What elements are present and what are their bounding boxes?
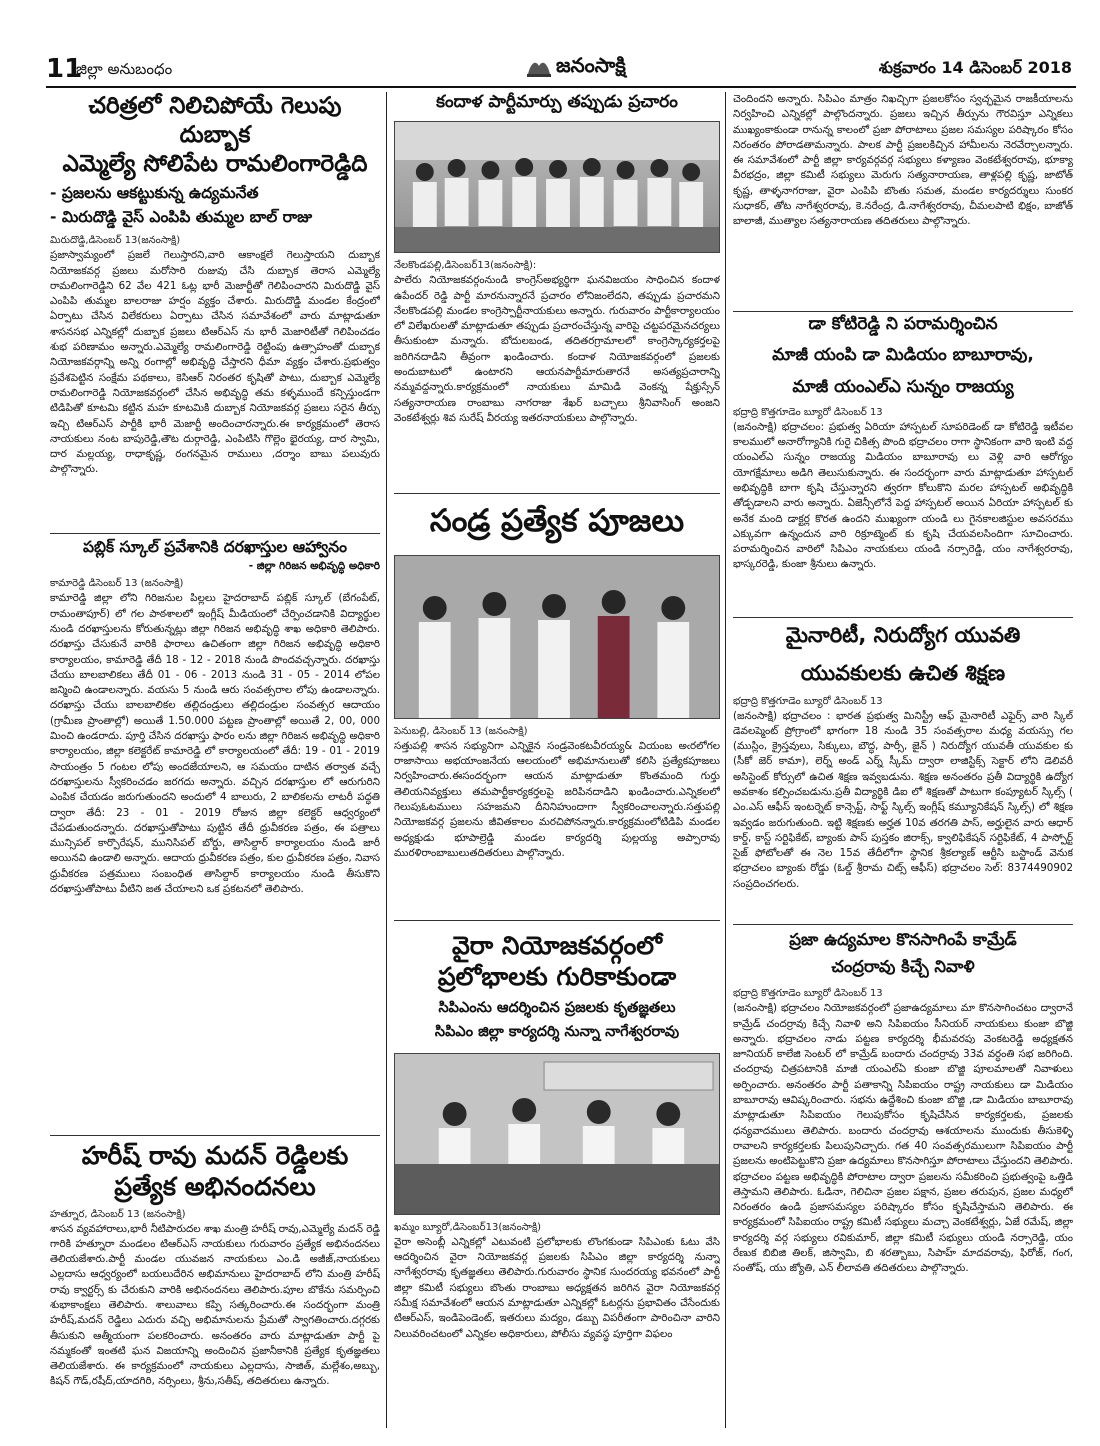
article-body: ప్రజాస్వామ్యంలో ప్రజలే గెలుస్తారని,వారి ఆకాంక్షలే గెలుస్తాయని దుబ్బాక నియోజకవర్గ ప్రజలు మరోసారి రుజువు చేసి దుబ్బాక తెరాస ఎమ్మెల్యే రామలింగారెడ్డిని 62 వేల 421 ఓట్ల భారీ మెజార్టీతో గెలిపించారని మిరుదొడ్డి వైస్ ఎంపిపి తుమ్మల బాలరాజు హర్షం వ్యక్తం చేశారు. మిరుదొడ్డి మండల కేంద్రంలో ఏర్పాటు చేసిన విలేకరులు ఏర్పాటు చేసిన సమావేశంలో వారు మాట్లాడుతూ శాసనసభ ఎన్నికల్లో దుబ్బాక ప్రజలు టిఆర్ఎస్ ను భారీ మెజారిటీతో గెలిపించడం శుభ పరిణామం అన్నారు.ఎమ్మెల్యే రామలింగారెడ్డి రెట్టింపు ఉత్సాహంతో దుబ్బాక నియోజకవర్గాన్ని అన్ని రంగాల్లో అభివృద్ధి చేస్తారని ధీమా వ్యక్తం చేశారు.ప్రభుత్వం ప్రవేశపెట్టిన సంక్షేమ పథకాలు, కెసిఆర్ నిరంతర కృషితో పాటు, దుబ్బాక ఎమ్మెల్యే రామలింగారెడ్డి నియోజకవర్గంలో చేసిన అభివృద్ధి తమ కళ్ళముందే కన్పిస్తుండగా టిడిపితో కూటమి కట్టిన మహ కూటమికి దుబ్బాక నియోజకవర్గ ప్రజలు సరైన తీర్పు ఇచ్చి టిఆర్ఎస్ పార్టీకి భారీ మెజార్టీ అందించారన్నారు.ఈ కార్యక్రమంలో తెరాస నాయకులు నంట బాపురెడ్డి,తౌట దుర్గారెడ్డి, ఎంపిటిసి గొల్లెం భైరయ్య, దార స్వామి, దార మల్లయ్య, రాధాకృష్ణ, రంగనమైన రాములు ,దర్శాం బాబు పలువురు పాల్గొన్నారు. <box>50 249 380 476</box>
headline: ప్రజా ఉద్యమాల కొనసాగింపే కామ్రేడ్ <box>789 930 1017 949</box>
issue-date: శుక్రవారం 14 డిసెంబర్ 2018 <box>878 58 1072 77</box>
dateline: భద్రాద్రి కొత్తగూడెం బ్యూరో డిసెంబర్ 13 <box>733 695 883 707</box>
dateline: కామారెడ్డి డిసెంబర్ 13 (జనంసాక్షి) <box>50 578 184 590</box>
dateline: భద్రాద్రి కొత్తగూడెం బ్యూరో డిసెంబర్ 13 <box>733 988 883 1000</box>
headline: ఎమ్మెల్యే సోలిపేట రామలింగారెడ్డిది <box>62 150 368 177</box>
article-body: చెందిందని అన్నారు. సిపిఎం మాత్రం నిఖచ్చిగా ప్రజలకోసం స్వచ్ఛమైన రాజకీయాలను నిర్వహించి ఎన్నికల్లో పాల్గొందన్నారు. ప్రజలు ఇచ్చిన తీర్పును గౌరవిస్తూ ఎన్నికలు ముఖ్యంకాకుండా రానున్న కాలంలో ప్రజా పోరాటాలు ప్రజల సమస్యల పరిష్కారం కోసం నిరంతరం పోరాడతామన్నారు. పాలక పార్టీ ప్రజలకిచ్చిన హామీలను నెరవేర్చాలన్నారు. ఈ సమావేశంలో పార్టీ జిల్లా కార్యవర్గవర్గ సభ్యులు కళ్యాణం వెంకటేశ్వరరావు, భూక్యా వీరభద్రం, జిల్లా కమిటీ సభ్యులు మెరుగు సత్యనారాయణ, తాళ్లపల్లి కృష్ణ, జాటోత్ కృష్ణ, తాళ్ళనాగరాజు, వైరా ఎంపిపి బొంతు సమత, మండల కార్యదర్శులు సుంకర సుధాకర్, తోట నాగేశ్వరరావు, కె.నరేంద్ర, డి.నాగేశ్వరరావు, చీమలపాటి భిక్షం, బాజోత్ బాలాజీ, ముత్యాల సత్యనారాయణ తదితరులు పాల్గొన్నారు. <box>733 93 1073 228</box>
headline: ప్రత్యేక అభినందనలు <box>114 1172 316 1202</box>
headline: డా కోటిరెడ్డి ని పరామర్శించిన <box>808 314 998 334</box>
divider <box>394 493 720 494</box>
subheading: - ప్రజలను ఆకట్టుకున్న ఉద్యమనేత <box>50 184 259 203</box>
article-body: (జనంసాక్షి) భద్రాచలం: ప్రభుత్వ ఏరియా హాస్పటల్ సూపరిడెంట్ డా కోటిరెడ్డి ఇటీవల కాలములో అనారోగ్యానికి గురై చికిత్స పొంది భద్రాచలం రాగా స్థానికంగా వారి ఇంటి వద్ద యంఎల్ఎ సున్నం రాజయ్య మిడియం బాబూరావు లు వెళ్లి వారి ఆరోగ్యం యోగక్షేమాలు అడిగి తెలుసుకున్నారు. ఈ సందర్భంగా వారు మాట్లాడుతూ హాస్పటల్ అభివృద్ధికి బాగా కృషి చేస్తున్నారని త్వరగా కోలుకొని మరల హాస్పటల్ అభివృద్ధికి తోడ్పడాలని వారు అన్నారు. ఏజెన్సీలోనే పెద్ద హాస్పటల్ అయిన ఏరియా హాస్పటల్ కు అనేక మంది డాక్టర్ల కొరత ఉందని ముఖ్యంగా యండి లు గైనకాలజిస్టుల అవసరము ఎక్కువగా ఉన్నందున వారి రిక్రూట్మెంట్ కు కృషి చేయవలసిందిగా సూచించారు. పరామర్శించిన వారిలో సిపిఎం నాయకులు యండి నర్సారెడ్డి, యం నాగేశ్వరరావు, భాస్కరరెడ్డి, కుంజా శ్రీనులు ఉన్నారు. <box>733 420 1073 571</box>
subheading: సిపిఎం జిల్లా కార్యదర్శి నున్నా నాగేశ్వరరావు <box>434 1023 680 1040</box>
article-c1 <box>733 92 1073 306</box>
article-a1 <box>50 92 380 544</box>
subheading: సిపిఎంను ఆదర్శించిన ప్రజలకు కృతజ్ఞతలు <box>438 999 676 1016</box>
byline: - జిల్లా గిరిజన అభివృద్ధి అధికారి <box>248 560 380 573</box>
article-body: శాసన వ్యవహారాలు,భారీ నీటిపారుదల శాఖ మంత్రి హరీష్ రావు,ఎమ్మెల్యే మదన్ రెడ్డి గారికి హత్నూరా మండలం టిఆర్ఎస్ నాయకులు గురువారం ప్రత్యేక అభినందనలు తెలియజేశారు.పార్టీ మండల యువజన నాయకులు ఎం.డి అజీజ్,నాయకులు ఎల్లదాసు ఆధ్వర్యంలో బయలుదేరిన అభిమానులు హైదరాబాద్ లోని మంత్రి హరీష్ రావు క్వార్టర్స్ కు చేరుకుని వారికి అభినందనలు తెలిపారు.పూల బొకేను సమర్పించి శుభాకాంక్షలు తెలిపారు. శాలువాలు కప్పి సత్కరించారు.ఈ సందర్భంగా మంత్రి హరీష్,మదన్ రెడ్డిలు ఎదురు వచ్చి అభిమానులను ప్రేమతో స్వాగతించారు.దగ్గరకు తీసుకుని ఆత్మీయంగా పలకరించారు. అనంతరం వారు మాట్లాడుతూ పార్టీ పై నమ్మకంతో ఇంతటి ఘన విజయాన్ని అందించిన ప్రజానీకానికి ప్రత్యేక కృతజ్ఞతలు తెలియజేశారు. ఈ కార్యక్రమంలో నాయకులు ఎల్లదాసు, సాజిత్, మల్లేశం,అబ్బు, కిషన్ గౌడ్,రషీద్,యాదగిరి, నర్సింలు, శ్రీను,సతీష్, తదితరులు ఉన్నారు. <box>50 1222 380 1388</box>
article-body: (జనంసాక్షి) భద్రాచలం నియోజకవర్గంలో ప్రజాఉద్యమాలు మా కొనసాగించటం ద్వారానే కామ్రేడ్ చందర్రావు కిచ్చే నివాళి అని సిపిఐయం సీనియర్ నాయకులు కుంజా బొజ్జి అన్నారు. భద్రాచలం నాడు పట్టణ కార్యదర్శి భీమవరపు వెంకటరెడ్డి అధ్యక్షతన జూనియర్ కాలేజి సెంటర్ లో కామ్రేడ్ బందారు చందర్రావు 33వ వర్ధంతి సభ జరిగింది. చందర్రావు చిత్రపటానికి మాజీ యంఎల్ఏ కుంజా బొజ్జి పూలమాలతో నివాళులు అర్పించారు. అనంతరం పార్టీ పతాకాన్ని సిపిఐయం రాష్ట్ర నాయకులు డా మిడియం బాబూరావు ఆవిష్కరించారు. సభను ఉద్దేశించి కుంజా బొజ్జి ,డా మిడియం బాబూరావు మాట్లాడుతూ సిపిఐయం గెలుపుకోసం కృషిచేసిన కార్యకర్తలకు, ప్రజలకు ధన్యవాదములు తెలిపారు. బందారు చందర్రావు ఆశయాలను ముందుకు తీసుకెళ్ళి రావాలని కార్యకర్తలకు పిలుపునిచ్చారు. గత 40 సంవత్సరములుగా సిపిఐయం పార్టీ ప్రజలను అంటిపెట్టుకొని ప్రజా ఉద్యమాలు కొనసాగిస్తూ పోరాటాలు చేస్తుందని తెలిపారు. భద్రాచలం పట్టణ అభివృద్ధికి పోరాటాల ద్వారా ప్రజలను సమీకరించి ప్రభుత్వంపై ఒత్తిడి తెస్తామని తెలిపారు. ఓడినా, గెలిచినా ప్రజల పక్షాన, ప్రజల తరుపున, ప్రజల మధ్యలో నిరంతరం ఉండి ప్రజాసమస్యల పరిష్కారం కోసం కృషిచేస్తామని తెలిపారు. ఈ కార్యక్రమంలో సిపిఐయం రాష్ట్ర కమిటీ సభ్యులు మచ్చా వెంకటేశ్వర్లు, ఏజే రమేష్, జిల్లా కార్యదర్శి వర్గ సభ్యులు రవికుమార్, జిల్లా కమిటీ సభ్యులు యండి నర్సారెడ్డి, యం రేణుక బిబిజి తిలక్, జిస్వామి, బి శరత్బాబు, సిపాహ్ మాదవరావు, ఫిరోజ్, గంగ, సంతోష్, యు జ్యోతి, ఎన్ లీలావతి తదితరులు పాల్గొన్నారు. <box>733 1002 1073 1275</box>
dateline: హత్నూర, డిసెంబర్ 13 (జనంసాక్షి) <box>50 1208 186 1220</box>
divider <box>733 617 1073 618</box>
headline: పబ్లిక్ స్కూల్ ప్రవేశానికి దరఖాస్తుల ఆహ్వానం <box>82 538 348 556</box>
divider <box>733 311 1073 312</box>
headline: వైరా నియోజకవర్గంలో <box>452 931 662 960</box>
divider <box>50 1135 380 1136</box>
divider <box>50 533 380 534</box>
press-meet-photo <box>394 1053 720 1215</box>
article-a2 <box>50 538 380 1127</box>
article-body: సత్తుపల్లి శాసన సభ్యునిగా ఎన్నికైన సండ్రవెంకటవీరయ్య& వియంబ అఁరలోగల రాజాసాయి అభయాంజనేయ ఆలయంలో అభిమానులుతో కలిసి ప్రత్యేకపూజలు నిర్వహించారు.ఈసందర్భంగా ఆయన మాట్లాడుతూ కొంతమంది గుర్తు తెలియనివ్యక్తులు తమపార్టీకార్యకర్తలపై జరిపినదాడిని ఖండించారు.ఎన్నికలలో గెలుపుఓటములు సహజమని దీనినిహుందాగా స్వీకరించాలన్నారు.సత్తుపల్లి నియోజకవర్గ ప్రజలను జీవితకాలం మరచిపోనన్నారు.కార్యక్రమంలోటిడిపి మండల అధ్యక్షుడు భూపాల్రెడ్డి మండల కార్యదర్శి పుల్లయ్య అప్పారావు మురళిరాంబాబులుతదితరులు పాల్గొన్నారు. <box>394 739 720 859</box>
page-number: 11 <box>46 54 83 84</box>
dateline: భద్రాద్రి కొత్తగూడెం బ్యూరో డిసెంబర్ 13 <box>733 406 883 418</box>
dateline: నేలకొండపల్లి,డిసెంబర్13(జనంసాక్షి): <box>394 260 537 272</box>
headline: కందాళ పార్టీమార్పు తప్పుడు ప్రచారం <box>436 92 678 112</box>
dateline: పెనుబల్లి, డిసెంబర్ 13 (జనంసాక్షి) <box>394 725 528 737</box>
headline: చరిత్రలో నిలిచిపోయే గెలుపు దుబ్బాక <box>88 93 342 148</box>
article-b1 <box>394 92 720 485</box>
article-a3 <box>50 1140 380 1408</box>
article-b3 <box>394 930 720 1372</box>
article-c3 <box>733 622 1073 953</box>
column-divider <box>725 92 726 1428</box>
headline: యువకులకు ఉచిత శిక్షణ <box>800 661 1006 686</box>
paper-logo <box>526 52 626 82</box>
hands-emblem-icon <box>526 56 552 78</box>
headline: మాజీ యంపి డా మిడియం బాబూరావు, <box>772 345 1034 366</box>
headline: హరీష్ రావు మదన్ రెడ్డిలకు <box>81 1141 349 1170</box>
column-divider <box>386 92 387 1428</box>
article-c4 <box>733 930 1073 1415</box>
dateline: ఖమ్మం బ్యూరో,డిసెంబర్13(జనంసాక్షి) <box>394 1221 542 1233</box>
dateline: మిరుదొడ్డి,డిసెంబర్ 13(జనంసాక్షి) <box>50 235 181 247</box>
section-name: జిల్లా అనుబంధం <box>76 60 173 78</box>
pooja-photo <box>394 555 720 719</box>
divider <box>394 920 720 921</box>
masthead <box>46 50 1076 88</box>
headline: సండ్ర ప్రత్యేక పూజలు <box>429 503 685 539</box>
article-body: వైరా అసెంబ్లీ ఎన్నికల్లో ఎటువంటి ప్రలోభాలకు లొంగకుండా సిపిఎంకు ఓటు వేసి ఆదర్శించిన వైరా నియోజకవర్గ ప్రజలకు సిపిఎం జిల్లా కార్యదర్శి నున్నా నాగేశ్వరరావు కృతజ్ఞతలు తెలిపారు.గురువారం స్థానిక సుందరయ్య భవనంలో పార్టీ జిల్లా కమిటీ సభ్యులు బొంతు రాంబాబు అధ్యక్షతన జరిగిన వైరా నియోజకవర్గ సమీక్ష సమావేశంలో ఆయన మాట్లాడుతూ ఎన్నికల్లో ఓటర్లను ప్రభావితం చేసేందుకు టిఆర్ఎస్, ఇండిపెండెంట్, ఇతరులు మద్యం, డబ్బు విపరీతంగా పారించినా వారిని నిలువరించటంలో ఎన్నికల అధికారులు, పోలీసు వ్యవస్థ పూర్తిగా విఫలం <box>394 1235 720 1340</box>
article-body: (జనంసాక్షి) భద్రాచలం : భారత ప్రభుత్వ మినిస్ట్రీ ఆఫ్ మైనారిటీ ఎఫైర్స్ వారి స్కిల్ డెవలప్మెంట్ ప్రోగ్రాంలో భాగంగా 18 నుండి 35 సంవత్సరాల మధ్య వయస్సు గల (ముస్లిం, క్రైస్తవులు, సిక్కులు, బౌద్ధ, పార్సీ, జైన్ ) నిరుద్యోగ యువతీ యువకుల కు (సీకో జెర్ కామా), లెర్న్ అండ్ ఎర్న్ స్కీమ్ ద్వారా లాజిస్టిక్స్ సెక్టార్ లోని డెలివరీ అసిస్టెంట్ కోర్సులో ఉచిత శిక్షణ ఇవ్వబడును. శిక్షణ అనంతరం ప్రతీ విద్యార్థికి ఉద్యోగ అవకాశం కల్పించబడును.ప్రతీ విద్యార్థికి డిఐ లో శిక్షణతో పాటుగా కంప్యూటర్ స్కిల్స్ ( ఎం.ఎస్ ఆఫీస్ ఇంటర్నెట్ కాన్సెప్ట్, సాఫ్ట్ స్కిల్స్ ఇంగ్లీష్ కమ్యూనికేషన్ స్కిల్స్) లో శిక్షణ ఇవ్వడం జరుగుతుంది. ఇట్టి శిక్షణకు అర్హత 10వ తరగతి పాస్, అర్హులైన వారు ఆధార్ కార్డ్, కాస్ట్ సర్టిఫికేట్, బ్యాంకు పాస్ పుస్తకం జిరాక్స్, క్వాలిఫికేషన్ సర్టిఫికేట్, 4 పాస్పోర్ట్ సైజ్ ఫోటోలతో ఈ నెల 15వ తేదీలోగా స్థానిక శ్రీకల్యాణ్ ఆర్టీసి బస్టాండ్ వెనుక భద్రాచలం బ్యాంకు రోడ్డు (ఓల్డ్ శ్రీరామ చిట్స్ ఆఫీస్) భద్రాచలం సెల్: 8374490902 సంప్రదించగలరు. <box>733 709 1073 890</box>
article-body: కామారెడ్డి జిల్లా లోని గిరిజనుల పిల్లలు హైదరాబాద్ పబ్లిక్ స్కూల్ (బేగంపేట్, రామంతాపూర్) లో గల పాఠశాలలో ఇంగ్లీష్ మీడియంలో చేర్పించడానికి విద్యార్థుల నుండి దరఖాస్తులను కోరుతున్నట్లు జిల్లా గిరిజన అభివృద్ధి శాఖ అధికారి తెలిపారు. దరఖాస్తు చేసుకునే వారికి ఫారాలు ఉచితంగా జిల్లా గిరిజన అభివృద్ధి అధికారి కార్యాలయం, కామారెడ్డి తేదీ 18 - 12 - 2018 నుండి పొందవచ్చన్నారు. దరఖాస్తు చేయు బాలబాలికలు తేదీ 01 - 06 - 2013 నుండి 31 - 05 - 2014 లోపల జన్మించి ఉండాలన్నారు. వయసు 5 నుండి ఆరు సంవత్సరాల లోపు ఉండాలన్నారు. దరఖాస్తు చేయు బాలబాలికల తల్లిదండ్రులు తల్లిదండ్రుల సంవత్సర ఆదాయం (గ్రామీణ ప్రాంతాల్లో) అయితే 1.50.000 పట్టణ ప్రాంతాల్లో అయితే 2, 00, 000 మించి ఉండరాదు. పూర్తి చేసిన దరఖాస్తు ఫారం లను జిల్లా గిరిజన అభివృద్ధి అధికారి కార్యాలయం, జిల్లా కలెక్టరేట్ కామారెడ్డి లో కార్యాలయంలో తేదీ: 19 - 01 - 2019 సాయంత్రం 5 గంటల లోపు అందజేయాలని, ఆ సమయం దాటిన తర్వాత వచ్చే దరఖాస్తులను స్వీకరించడం జరగదు అన్నారు. వచ్చిన దరఖాస్తుల లో ఆరుగురిని ఎంపిక చేయడం జరుగుతుందని అందులో 4 బాలురు, 2 బాలికలను లాటరీ పద్ధతి ద్వారా తేదీ: 23 - 01 - 2019 రోజున జిల్లా కలెక్టర్ ఆధ్వర్యంలో చేపడుతుందన్నారు. దరఖాస్తుతోపాటు పుట్టిన తేదీ ధ్రువీకరణ పత్రం, ఈ పత్రాలు మున్సిపల్ కార్పొరేషన్, మునిసిపల్ బోర్డు, తాసిల్దార్ కార్యాలయం నుండి జారీ అయినవి ఉండాలి అన్నారు. ఆదాయ ధ్రువీకరణ పత్రం, కుల ధ్రువీకరణ పత్రం, నివాస ధ్రువీకరణ పత్రములు సంబంధిత తాసిల్దార్ కార్యాలయం నుండి తీసుకొని దరఖాస్తుతోపాటు వీటిని జత చేయాలని ఒక ప్రకటనలో తెలిపారు. <box>50 592 380 896</box>
article-body: పాలేరు నియోజకవర్గంనుండి కాంగ్రెస్అభ్యర్థిగా ఘనవిజయం సాధించిన కందాళ ఉపేందర్ రెడ్డి పార్టీ మారనున్నారనే ప్రచారం లోనిజంలేదని, తప్పుడు ప్రచారమని నేలకొండపల్లి మండల కాంగ్రెస్పార్టీనాయకులు అన్నారు. గురువారం పార్టీకార్యాలయం లో విలేఖరులతో మాట్లాడుతూ తప్పుడు ప్రచారంచేస్తున్న వారిపై చట్టపరమైనచర్యలు తీసుకుంటా మన్నారు. బోదులబండ, తదితరగ్రామాలలో కాంగ్రెస్కార్యకర్తలపై జరిగినదాడిని తీవ్రంగా ఖండించారు. కందాళ నియోజకవర్గంలో ప్రజలకు అందుబాటులో ఉంటారని ఆయనపార్టీమారుతారనే అసత్యప్రచారాన్ని నమ్మవద్దన్నారు.కార్యక్రమంలో నాయకులు మామిడి వెంకన్న షేక్హుస్సేన్ సత్యనారాయణ రాంబాబు నాగరాజు శేఖర్ బచ్చాలు శ్రీనివాసింగ్ అంజని వెంకటేశ్వర్లు శివ సురేష్ వీరయ్య ఇతరనాయకులు పాల్గొన్నారు. <box>394 274 720 424</box>
headline: మాజీ యంఎల్ఎ సున్నం రాజయ్య <box>792 376 1014 397</box>
headline: ప్రలోభాలకు గురికాకుండా <box>437 962 677 992</box>
headline: మైనారిటీ, నిరుద్యోగ యువతి <box>785 623 1021 647</box>
headline: చంద్రరావు కిచ్చే నివాళి <box>831 956 975 976</box>
subheading: - మిరుదొడ్డి వైస్ ఎంపిపి తుమ్మల బాల్ రాజు <box>50 208 313 227</box>
article-b2 <box>394 502 720 937</box>
divider <box>733 924 1073 925</box>
article-c2 <box>733 314 1073 634</box>
group-photo <box>394 121 720 253</box>
paper-name: జనంసాక్షి <box>556 52 626 77</box>
